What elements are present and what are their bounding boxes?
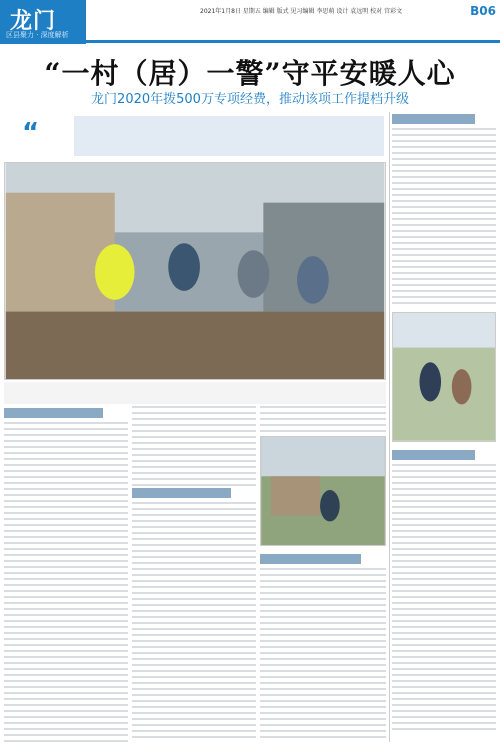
subheadline: 龙门2020年拨500万专项经费，推动该项工作提档升级: [91, 92, 409, 107]
column-b: [132, 406, 256, 742]
body-text: [4, 422, 128, 742]
section-logo: [0, 0, 86, 44]
body-text: [392, 128, 496, 308]
section-heading: [260, 554, 361, 564]
body-text: [132, 406, 256, 486]
column-a: [4, 406, 128, 742]
header-rule: [86, 40, 500, 43]
body-text: [392, 464, 496, 734]
lead-area: [4, 112, 386, 160]
column-divider: [389, 112, 390, 742]
headline: “一村（居）一警”守平安暖人心: [44, 57, 456, 90]
section-heading: [4, 408, 103, 418]
main-photo: [4, 162, 386, 380]
lead-paragraph: [74, 116, 384, 156]
village-scene-photo: [260, 436, 386, 546]
section-heading: [392, 114, 475, 124]
quote-mark-icon: “: [22, 118, 40, 148]
page-number: B06: [470, 4, 496, 18]
officer-visit-photo: [392, 312, 496, 442]
section-title: 龙门: [10, 9, 57, 34]
page-header: [0, 0, 500, 44]
right-column: [392, 112, 496, 742]
column-c: [260, 406, 386, 742]
body-text: [260, 568, 386, 738]
body-text: [260, 406, 386, 432]
body-text: [132, 502, 256, 738]
section-heading: [132, 488, 231, 498]
photo-caption: [4, 382, 386, 404]
section-heading: [392, 450, 475, 460]
header-meta: 2021年1月8日 星期五 编辑 版式 见习编辑 李思萌 设计 袁远明 校对 宫彩文: [200, 8, 403, 15]
section-subtitle: 区县聚力 · 深度解析: [6, 31, 69, 39]
